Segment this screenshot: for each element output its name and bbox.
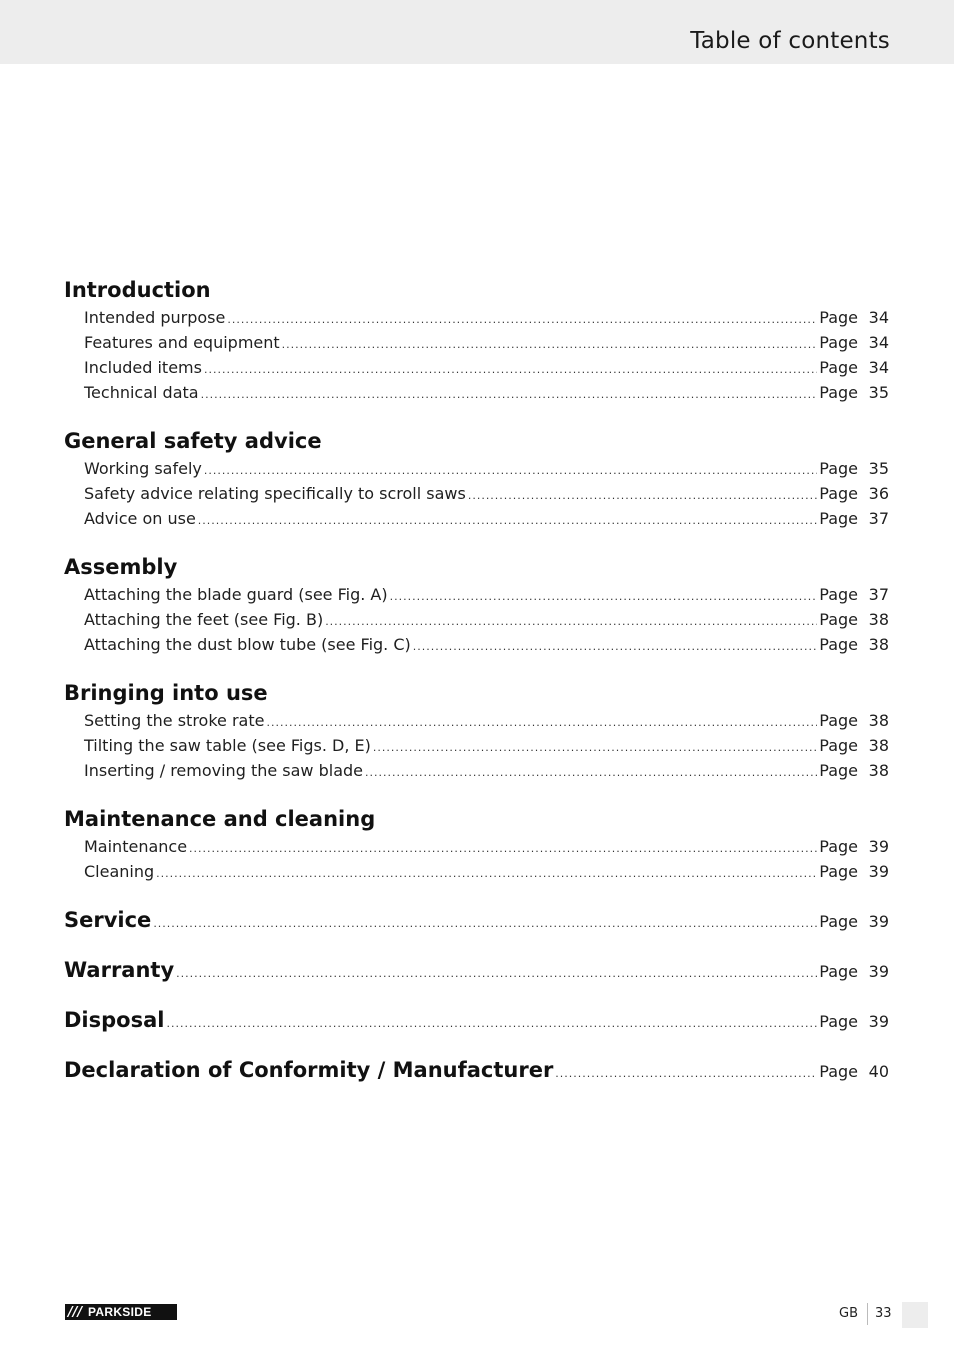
section-heading[interactable]: Maintenance and cleaning (64, 807, 376, 831)
entry-label: Attaching the dust blow tube (see Fig. C) (84, 635, 411, 654)
page-word: Page (819, 585, 858, 604)
toc-section-standalone (64, 1055, 889, 1085)
page-word: Page (819, 862, 858, 881)
dot-leader (365, 760, 817, 785)
page-word: Page (819, 610, 858, 629)
dot-leader (204, 357, 817, 382)
dot-leader (468, 483, 817, 508)
dot-leader (153, 909, 817, 939)
toc-entry[interactable] (64, 708, 889, 733)
toc-entry[interactable] (64, 456, 889, 481)
page-word: Page (819, 711, 858, 730)
dot-leader (189, 836, 817, 861)
toc-entry[interactable] (64, 758, 889, 783)
page-number: 40 (868, 1062, 889, 1081)
section-heading[interactable]: Assembly (64, 555, 178, 579)
page-number-footer: 33 (875, 1306, 892, 1321)
section-heading: Disposal (64, 1008, 165, 1032)
page-number: 39 (868, 837, 889, 856)
toc-entry-heading[interactable] (64, 1005, 889, 1035)
page-number: 38 (868, 711, 889, 730)
table-of-contents (64, 275, 889, 1105)
page-number: 34 (868, 333, 889, 352)
entry-label: Attaching the feet (see Fig. B) (84, 610, 324, 629)
section-heading[interactable]: General safety advice (64, 429, 322, 453)
page-word: Page (819, 459, 858, 478)
toc-entry[interactable] (64, 305, 889, 330)
dot-leader (266, 710, 817, 735)
dot-leader (390, 584, 818, 609)
page-word: Page (819, 308, 858, 327)
page-word: Page (819, 962, 858, 981)
toc-section (64, 678, 889, 783)
dot-leader (166, 1009, 817, 1039)
entry-label: Cleaning (84, 862, 155, 881)
page-number: 39 (868, 862, 889, 881)
page-number: 34 (868, 308, 889, 327)
section-heading: Service (64, 908, 152, 932)
entry-label: Tilting the saw table (see Figs. D, E) (84, 736, 371, 755)
toc-entry-heading[interactable] (64, 1055, 889, 1085)
page-word: Page (819, 383, 858, 402)
toc-section-standalone (64, 955, 889, 985)
page-word: Page (819, 333, 858, 352)
parkside-logo (65, 1304, 177, 1320)
page-word: Page (819, 912, 858, 931)
footer-tab-box (902, 1302, 928, 1328)
toc-section (64, 804, 889, 884)
logo-text: PARKSIDE (88, 1305, 152, 1319)
logo-stripes: /// (68, 1304, 83, 1320)
entry-label: Technical data (84, 383, 199, 402)
section-heading: Declaration of Conformity / Manufacturer (64, 1058, 554, 1082)
entry-label: Safety advice relating specifically to scroll saws (84, 484, 466, 503)
toc-section (64, 552, 889, 657)
entry-label: Advice on use (84, 509, 196, 528)
toc-entry[interactable] (64, 607, 889, 632)
toc-entry[interactable] (64, 834, 889, 859)
footer-divider (867, 1303, 868, 1325)
toc-entry[interactable] (64, 330, 889, 355)
language-code: GB (839, 1306, 858, 1321)
entry-label: Setting the stroke rate (84, 711, 265, 730)
toc-section-standalone (64, 905, 889, 935)
page-number: 38 (868, 736, 889, 755)
entry-label: Maintenance (84, 837, 188, 856)
entry-label: Inserting / removing the saw blade (84, 761, 363, 780)
toc-entry[interactable] (64, 632, 889, 657)
page-word: Page (819, 484, 858, 503)
page-number: 38 (868, 761, 889, 780)
toc-section-standalone (64, 1005, 889, 1035)
toc-section (64, 426, 889, 531)
page-number: 37 (868, 585, 889, 604)
toc-entry[interactable] (64, 506, 889, 531)
toc-entry[interactable] (64, 355, 889, 380)
dot-leader (204, 458, 817, 483)
dot-leader (201, 382, 818, 407)
toc-entry[interactable] (64, 733, 889, 758)
toc-entry[interactable] (64, 859, 889, 884)
page-word: Page (819, 635, 858, 654)
page-word: Page (819, 761, 858, 780)
dot-leader (176, 959, 817, 989)
page-title: Table of contents (690, 28, 890, 54)
page-number: 35 (868, 383, 889, 402)
page-number: 39 (868, 962, 889, 981)
page-word: Page (819, 358, 858, 377)
page-word: Page (819, 837, 858, 856)
entry-label: Included items (84, 358, 202, 377)
page-number: 39 (868, 912, 889, 931)
page-number: 38 (868, 635, 889, 654)
toc-entry-heading[interactable] (64, 955, 889, 985)
page-number: 36 (868, 484, 889, 503)
page-word: Page (819, 736, 858, 755)
dot-leader (227, 307, 817, 332)
dot-leader (282, 332, 818, 357)
toc-entry[interactable] (64, 582, 889, 607)
page-number: 37 (868, 509, 889, 528)
section-heading[interactable]: Introduction (64, 278, 211, 302)
page-number: 38 (868, 610, 889, 629)
dot-leader (198, 508, 817, 533)
section-heading: Warranty (64, 958, 175, 982)
page-number: 39 (868, 1012, 889, 1031)
dot-leader (156, 861, 817, 886)
header-bar (0, 0, 954, 64)
page-number: 35 (868, 459, 889, 478)
dot-leader (373, 735, 817, 760)
dot-leader (325, 609, 817, 634)
entry-label: Working safely (84, 459, 202, 478)
page-word: Page (819, 1012, 858, 1031)
page-number: 34 (868, 358, 889, 377)
toc-section (64, 275, 889, 405)
dot-leader (413, 634, 818, 659)
entry-label: Features and equipment (84, 333, 280, 352)
page-word: Page (819, 509, 858, 528)
entry-label: Attaching the blade guard (see Fig. A) (84, 585, 388, 604)
toc-entry-heading[interactable] (64, 905, 889, 935)
toc-entry[interactable] (64, 481, 889, 506)
dot-leader (555, 1059, 817, 1089)
section-heading[interactable]: Bringing into use (64, 681, 268, 705)
entry-label: Intended purpose (84, 308, 226, 327)
page-word: Page (819, 1062, 858, 1081)
toc-entry[interactable] (64, 380, 889, 405)
